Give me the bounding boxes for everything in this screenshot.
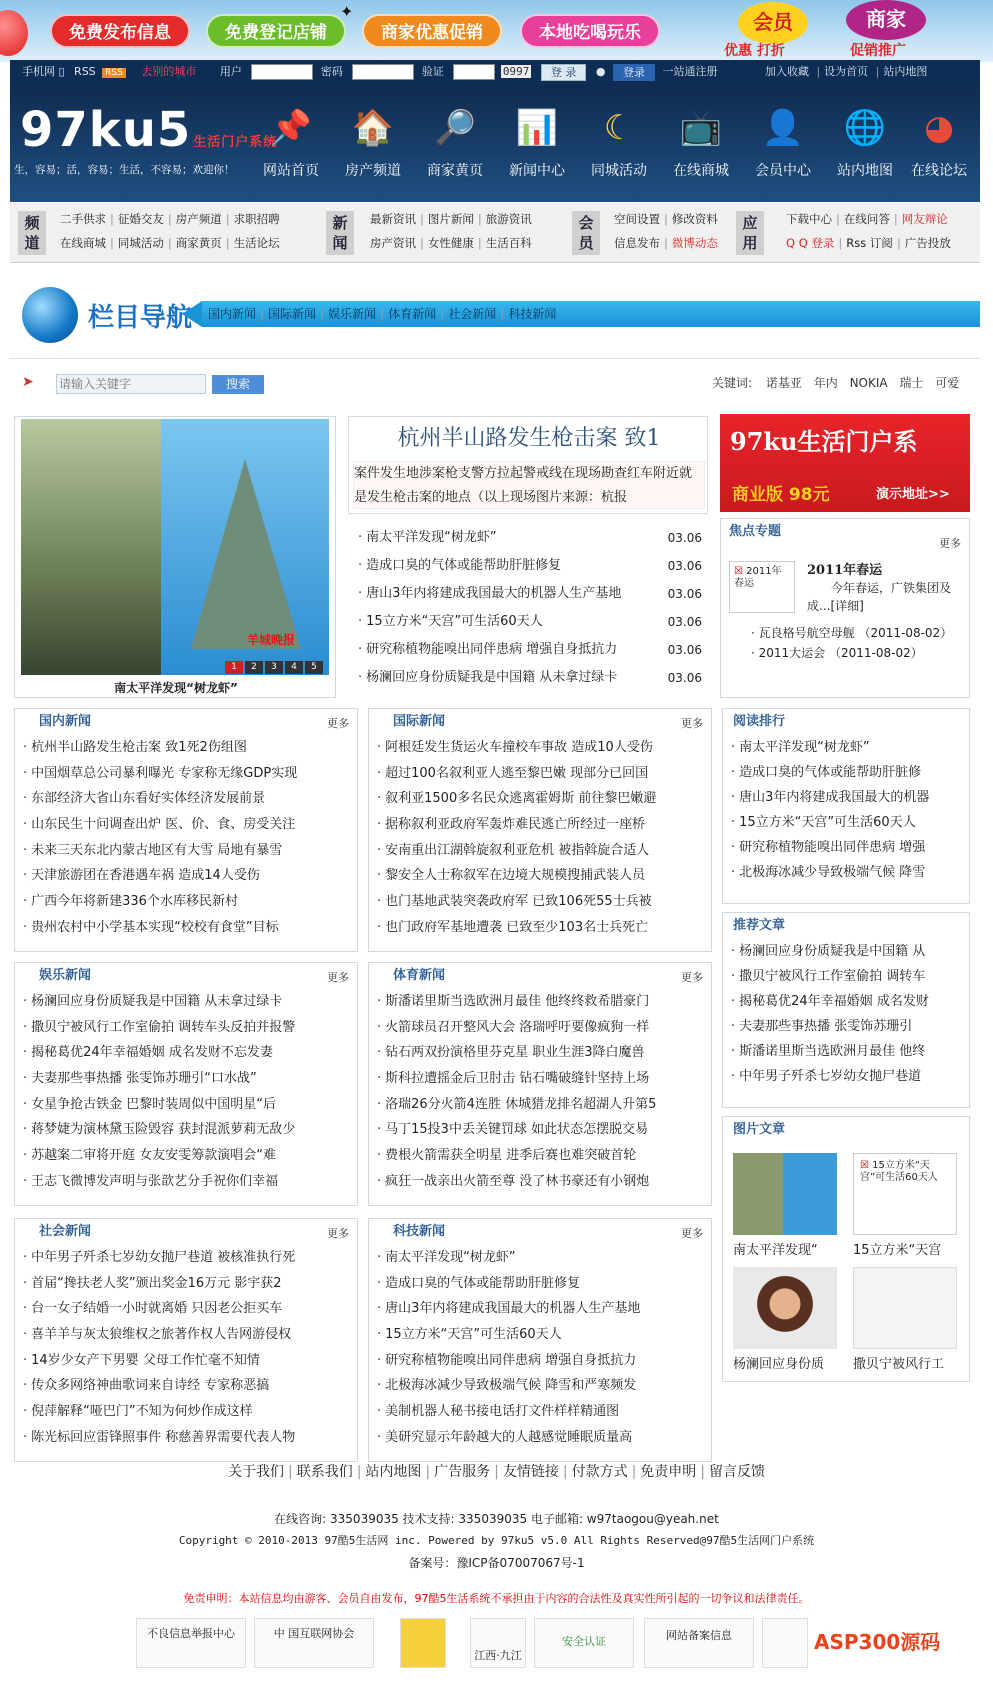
pager-dot[interactable]: 2 (245, 661, 263, 674)
site-logo[interactable] (20, 102, 277, 158)
box-title: 体育新闻 (393, 968, 446, 983)
security-badge[interactable]: 安全认证 (534, 1618, 634, 1668)
pager-dot[interactable]: 1 (225, 661, 243, 674)
section-link[interactable]: 社会新闻 (448, 307, 497, 321)
promo-ad-demo: 演示地址>> (876, 487, 950, 502)
list-item[interactable]: · 美研究显示年龄越大的人越感觉睡眠质量高 (377, 1425, 703, 1451)
captcha-input[interactable] (453, 64, 495, 80)
search-icon: ➤ (22, 374, 34, 390)
sports-news-box (368, 962, 712, 1206)
list-item[interactable]: · 洛瑞26分火箭4连胜 休城猎龙排名超湖人升第5 (377, 1092, 703, 1118)
promo-ad-title: 97ku生活门户系 (730, 427, 918, 456)
ent-news-box (14, 962, 358, 1206)
list-item[interactable] (358, 664, 702, 692)
footer-icp: 备案号：豫ICP备07007067号-1 (408, 1556, 585, 1570)
list-item[interactable]: · 夫妻那些事热播 张雯饰苏珊引“口水战” (23, 1066, 349, 1092)
section-nav-title: 栏目导航 (88, 303, 193, 333)
broken-image-icon: ☒ (860, 1160, 869, 1171)
list-item[interactable]: · 南太平洋发现“树龙虾” (731, 735, 961, 760)
broken-image-alt: 2011年春运 (734, 566, 782, 589)
nav-home[interactable] (250, 102, 332, 180)
app-tag: 应用 (736, 211, 764, 255)
shield-badge[interactable] (400, 1618, 446, 1668)
list-item[interactable]: · 造成口臭的气体或能帮助肝脏修 (731, 760, 961, 785)
news-list (369, 735, 711, 941)
photo-left (21, 419, 161, 675)
member-tag: 会员 (572, 211, 600, 255)
house-icon: 🏠 (351, 108, 395, 148)
nav-shop[interactable] (660, 102, 742, 180)
focus-list (727, 623, 967, 663)
list-item[interactable]: · 中年男子歼杀七岁幼女抛尸巷道 被核准执行死 (23, 1245, 349, 1271)
item-title[interactable]: 南太平洋发现“树龙虾” (366, 530, 497, 545)
list (352, 524, 708, 692)
pic-thumb[interactable] (733, 1153, 837, 1235)
merchant-bubble[interactable]: 商家 (846, 0, 926, 40)
slider-caption[interactable]: 南太平洋发现“树龙虾” (114, 681, 238, 695)
list-item[interactable]: · 研究称植物能嗅出同伴患病 增强 (731, 835, 961, 860)
broken-image[interactable] (729, 561, 795, 613)
list-item[interactable]: · 贵州农村中小学基本实现“校校有食堂”目标 (23, 915, 349, 941)
item-title[interactable]: 唐山3年内将建成我国最大的机器人生产基地 (366, 586, 622, 601)
promo-ad[interactable] (720, 414, 970, 512)
list-item[interactable]: · 传众多网络神曲歌词来自诗经 专家称恶搞 (23, 1373, 349, 1399)
pic-caption[interactable]: 南太平洋发现“ (733, 1243, 818, 1258)
member-bubble[interactable]: 会员 (738, 2, 808, 44)
more-link[interactable]: 更多 (327, 717, 349, 730)
member-links: 空间设置 | 修改资料 信息发布 | 微博动态 (614, 207, 718, 255)
footer-links: 关于我们 | 联系我们 | 站内地图 | 广告服务 | 友情链接 | 付款方式 | 免责申明 | 留言反馈 (227, 1464, 766, 1480)
keywords-label: 关键词: (712, 376, 753, 390)
set-homepage-link[interactable]: 设为首页 (824, 65, 869, 78)
list-item[interactable] (358, 636, 702, 664)
quick-link[interactable]: 空间设置 (614, 212, 660, 226)
quick-link[interactable]: 生活百科 (485, 236, 532, 250)
list-item[interactable]: · 唐山3年内将建成我国最大的机器人生产基地 (377, 1296, 703, 1322)
more-link[interactable]: 更多 (681, 717, 703, 730)
item-date: 03.06 (667, 559, 702, 573)
list-item[interactable]: · 揭秘葛优24年幸福婚姻 成名发财 (731, 989, 961, 1014)
keyword-link[interactable]: 年内 (813, 376, 838, 390)
recommend-box (722, 912, 970, 1108)
quick-link[interactable]: 房产频道 (175, 212, 222, 226)
quick-link[interactable]: 二手供求 (60, 212, 106, 226)
item-title[interactable]: 造成口臭的气体或能帮助肝脏修复 (366, 558, 562, 573)
quick-links (10, 203, 980, 263)
intl-news-box (368, 708, 712, 952)
channel-tag: 频道 (18, 211, 46, 255)
quick-link[interactable]: 生活论坛 (233, 236, 280, 250)
box-title: 图片文章 (733, 1122, 786, 1137)
list-item[interactable]: · 北极海冰减少导致极端气候 降雪 (731, 860, 961, 885)
list-item[interactable]: · 14岁少女产下男婴 父母工作忙毫不知情 (23, 1348, 349, 1374)
list-item[interactable]: · 斯潘诺里斯当选欧洲月最佳 他终 (731, 1039, 961, 1064)
bird-icon: ✦ (340, 2, 354, 21)
list-item[interactable]: · 2011大运会 （2011-08-02） (751, 646, 923, 660)
person-icon: 👤 (761, 108, 805, 148)
pager-dot[interactable]: 5 (305, 661, 323, 674)
nav-events-label: 同城活动 (591, 163, 647, 179)
headline-block (348, 416, 708, 514)
footer-link[interactable]: 友情链接 (502, 1464, 559, 1480)
quick-link[interactable]: 广告投放 (904, 236, 951, 250)
list-item[interactable] (358, 608, 702, 636)
list-item[interactable]: · 也门基地武装突袭政府军 已致106死55士兵被 (377, 889, 703, 915)
box-title: 科技新闻 (393, 1224, 446, 1239)
quick-link[interactable]: Q Q 登录 (786, 236, 835, 250)
section-link[interactable]: 体育新闻 (388, 307, 437, 321)
list-item[interactable]: · 蒋梦婕为演林黛玉险毁容 获封混派萝莉无敌少 (23, 1117, 349, 1143)
footer-link[interactable]: 留言反馈 (709, 1464, 766, 1480)
news-tag: 新闻 (326, 211, 354, 255)
more-link[interactable]: 更多 (327, 1227, 349, 1240)
news-list (15, 989, 357, 1195)
list-item[interactable]: · 也门政府军基地遭袭 已致至少103名士兵死亡 (377, 915, 703, 941)
list-item[interactable]: · 王志飞微博发声明与张歆艺分手祝你们幸福 (23, 1169, 349, 1195)
password-label: 密码 (320, 65, 343, 78)
captcha-image[interactable]: 0997 (502, 65, 530, 78)
section-nav-bar: 国内新闻 | 国际新闻 | 娱乐新闻 | 体育新闻 | 社会新闻 | 科技新闻 (202, 301, 980, 327)
list-item[interactable]: · 钻石两双扮演格里芬克星 职业生涯3降白魔兽 (377, 1040, 703, 1066)
nav-news[interactable] (496, 102, 578, 180)
arrow-left-icon (182, 301, 202, 327)
more-link[interactable]: 更多 (681, 971, 703, 984)
nav-yellowpages[interactable] (414, 102, 496, 180)
box-title: 国内新闻 (39, 714, 92, 729)
quick-link[interactable]: 图片新闻 (427, 212, 474, 226)
news-list (369, 989, 711, 1195)
more-link[interactable]: 更多 (681, 1227, 703, 1240)
promo-ad-price: 商业版 98元 (732, 485, 830, 505)
moon-icon: ☾ (603, 108, 635, 148)
nav-sitemap-label: 站内地图 (837, 163, 893, 179)
box-title: 娱乐新闻 (39, 968, 92, 983)
list-item[interactable]: · 研究称植物能嗅出同伴患病 增强自身抵抗力 (377, 1348, 703, 1374)
quick-link[interactable]: 信息发布 (614, 236, 660, 250)
login-bar: 手机网 ▯ RSS RSS 去别的城市 用户 密码 验证 0997 登 录 ● 登录 一站通注册 加入收藏 | 设为首页 | 站内地图 (10, 60, 980, 84)
register-link[interactable]: 一站通注册 (662, 65, 718, 78)
pic-caption[interactable]: 杨澜回应身份质 (733, 1357, 825, 1372)
asp300-logo[interactable]: ASP300源码 (814, 1630, 941, 1654)
search-button[interactable]: 搜索 (212, 375, 264, 394)
logo-text: 97ku5 (20, 102, 192, 158)
quick-link[interactable]: 女性健康 (427, 236, 474, 250)
free-shop-register-button[interactable]: 免费登记店铺 (206, 14, 346, 48)
list-item[interactable]: · 黎安全人士称叙军在边境大规模搜捕武装人员 (377, 863, 703, 889)
news-list (15, 735, 357, 941)
list-item[interactable]: · 杭州半山路发生枪击案 致1死2伤组图 (23, 735, 349, 761)
island-shape (161, 419, 329, 675)
nav-sitemap[interactable] (824, 102, 906, 180)
site-slogan: 生，容易；活，容易；生活，不容易；欢迎你！ (14, 164, 235, 176)
username-input[interactable] (251, 64, 313, 80)
list-item[interactable]: · 揭秘葛优24年幸福婚姻 成名发财不忘发妻 (23, 1040, 349, 1066)
headline-list (352, 524, 708, 692)
feature-slider[interactable] (14, 416, 336, 698)
nav-house[interactable] (332, 102, 414, 180)
footer-disclaimer: 免责申明：本站信息均由游客、会员自由发布，97酷5生活系统不承担由于内容的合法性及真实性所引起的一切争议和法律责任。 (183, 1592, 810, 1605)
list-item[interactable]: · 安南重出江湖斡旋叙利亚危机 被指斡旋合适人 (377, 838, 703, 864)
social-news-box (14, 1218, 358, 1462)
quick-link[interactable]: 在线问答 (843, 212, 890, 226)
pie-icon: ◕ (924, 108, 954, 148)
merchant-promo-button[interactable]: 商家优惠促销 (362, 14, 502, 48)
footer-link[interactable]: 免责申明 (640, 1464, 697, 1480)
quick-link[interactable]: 下载中心 (786, 212, 832, 226)
pic-caption[interactable]: 撒贝宁被风行工 (853, 1357, 945, 1372)
broken-image-icon: ☒ (734, 566, 743, 577)
focus-item-title[interactable]: 2011年春运 (807, 563, 883, 578)
list-item[interactable]: · 中年男子歼杀七岁幼女抛尸巷道 (731, 1064, 961, 1089)
list-item[interactable]: · 费根火箭需获全明星 进季后赛也难突破首轮 (377, 1143, 703, 1169)
keywords (712, 374, 959, 391)
list-item[interactable]: · 15立方米“天宫”可生活60天人 (377, 1322, 703, 1348)
section-link[interactable]: 科技新闻 (508, 307, 557, 321)
verify-label: 验证 (421, 65, 444, 78)
domestic-news-box (14, 708, 358, 952)
quick-link[interactable]: 旅游资讯 (485, 212, 532, 226)
quick-link[interactable]: 求职招聘 (233, 212, 280, 226)
list-item[interactable]: · 未来三天东北内蒙古地区有大雪 局地有暴雪 (23, 838, 349, 864)
quick-link[interactable]: 征婚交友 (117, 212, 164, 226)
headline-summary: 案件发生地涉案枪支警方拉起警戒线在现场勘查红车附近就是发生枪击案的地点（以上现场图片来源：杭报 (353, 461, 705, 509)
keyword-link[interactable]: NOKIA (849, 376, 888, 390)
footer-link[interactable]: 站内地图 (365, 1464, 422, 1480)
focus-item-text[interactable]: 瓦良格号航空母舰 （2011-08-02） (758, 626, 953, 640)
quick-link[interactable]: 房产资讯 (370, 236, 416, 250)
keyword-link[interactable]: 可爱 (935, 376, 960, 390)
rss-badge[interactable]: RSS (102, 68, 126, 78)
merchant-sub: 促销推广 (850, 43, 906, 59)
item-title[interactable]: 15立方米“天宫”可生活60天人 (366, 614, 543, 629)
tv-icon: 📺 (679, 108, 723, 148)
item-title[interactable]: 杨澜回应身份质疑我是中国籍 从未拿过绿卡 (366, 670, 618, 685)
pager-dot[interactable]: 3 (265, 661, 283, 674)
footer-link[interactable]: 广告服务 (434, 1464, 491, 1480)
local-fun-button[interactable]: 本地吃喝玩乐 (520, 14, 660, 48)
list-item[interactable]: · 撒贝宁被风行工作室偷拍 调转车 (731, 964, 961, 989)
logo-subtitle: 生活门户系统 (193, 135, 278, 150)
list-item[interactable]: · 女星争抢古铁金 巴黎时装周似中国明星“后 (23, 1092, 349, 1118)
nav-forum-label: 在线论坛 (911, 163, 967, 179)
quick-link[interactable]: 商家黄页 (175, 236, 222, 250)
login-button[interactable]: 登 录 (541, 64, 587, 81)
list-item[interactable]: · 唐山3年内将建成我国最大的机器 (731, 785, 961, 810)
list-item[interactable]: · 瓦良格号航空母舰 （2011-08-02） (751, 626, 953, 640)
nav-member-label: 会员中心 (755, 163, 811, 179)
list-item[interactable]: · 夫妻那些事热播 张雯饰苏珊引 (731, 1014, 961, 1039)
sitemap-link[interactable]: 站内地图 (883, 65, 928, 78)
pic-thumb[interactable] (733, 1267, 837, 1349)
list-item[interactable]: · 美制机器人秘书接电话打文件样样精通图 (377, 1399, 703, 1425)
nav-news-label: 新闻中心 (509, 163, 565, 179)
keyword-link[interactable]: 瑞士 (899, 376, 924, 390)
list-item[interactable]: · 超过100名叙利亚人逃至黎巴嫩 现部分已回国 (377, 761, 703, 787)
list-item[interactable]: · 倪萍解释“哑巴门”不知为何炒作成这样 (23, 1399, 349, 1425)
focus-box (720, 518, 970, 698)
police-badge[interactable]: 江西·九江 (470, 1618, 526, 1668)
globe-icon: 🌐 (843, 108, 887, 148)
pager-dot[interactable]: 4 (285, 661, 303, 674)
quick-link[interactable]: 微博动态 (671, 236, 718, 250)
picture-box (722, 1116, 970, 1382)
app-links: 下载中心 | 在线问答 | 网友辩论 Q Q 登录 | Rss 订阅 | 广告投放 (786, 207, 951, 255)
section-link[interactable]: 娱乐新闻 (328, 307, 377, 321)
box-title: 国际新闻 (393, 714, 446, 729)
nav-events[interactable] (578, 102, 660, 180)
nav-forum[interactable] (898, 102, 980, 180)
broken-image[interactable] (853, 1153, 957, 1235)
footer-link[interactable]: 联系我们 (296, 1464, 353, 1480)
list-item[interactable]: · 天津旅游团在香港遇车祸 造成14人受伤 (23, 863, 349, 889)
chart-icon: 📊 (515, 108, 559, 148)
section-link[interactable]: 国际新闻 (268, 307, 317, 321)
focus-item-desc: 今年春运，广铁集团及成...[详细] (807, 581, 952, 613)
nav-yellowpages-label: 商家黄页 (427, 163, 483, 179)
box-title: 阅读排行 (733, 714, 786, 729)
quick-link[interactable]: 修改资料 (671, 212, 718, 226)
list-item[interactable]: · 斯科拉遭摇金后卫肘击 钻石嘴破缝针坚持上场 (377, 1066, 703, 1092)
list-item[interactable]: · 杨澜回应身份质疑我是中国籍 从未拿过绿卡 (23, 989, 349, 1015)
list-item[interactable]: · 广西今年将新建336个水库移民新村 (23, 889, 349, 915)
item-date: 03.06 (667, 531, 702, 545)
mobile-link[interactable]: 手机网 (22, 65, 55, 78)
focus-title: 焦点专题 (729, 524, 782, 539)
list-item[interactable]: · 造成口臭的气体或能帮助肝脏修复 (377, 1271, 703, 1297)
search-row (22, 372, 980, 396)
list-item[interactable]: · 撒贝宁被风行工作室偷拍 调转车头反拍并报警 (23, 1015, 349, 1041)
list-item[interactable]: · 15立方米“天宫”可生活60天人 (731, 810, 961, 835)
emblem-badge[interactable] (762, 1618, 808, 1668)
list-item[interactable] (358, 580, 702, 608)
slider-pager (225, 661, 323, 674)
qq-icon: ● (595, 65, 606, 78)
item-date: 03.06 (667, 643, 702, 657)
pic-thumb[interactable] (853, 1267, 957, 1349)
news-links: 最新资讯 | 图片新闻 | 旅游资讯 房产资讯 | 女性健康 | 生活百科 (370, 207, 532, 255)
footer-link[interactable]: 关于我们 (227, 1464, 284, 1480)
list-item[interactable]: · 东部经济大省山东看好实体经济发展前景 (23, 786, 349, 812)
headline-title[interactable]: 杭州半山路发生枪击案 致1 (397, 426, 661, 451)
item-date: 03.06 (667, 587, 702, 601)
list-item[interactable]: · 南太平洋发现“树龙虾” (377, 1245, 703, 1271)
user-label: 用户 (219, 65, 242, 78)
channel-links: 二手供求 | 征婚交友 | 房产频道 | 求职招聘 在线商城 | 同城活动 | 商家黄页 | 生活论坛 (60, 207, 280, 255)
nav-shop-label: 在线商城 (673, 163, 729, 179)
rank-list (723, 735, 969, 885)
site-record-badge[interactable]: 网站备案信息 (644, 1618, 754, 1668)
nav-member[interactable] (742, 102, 824, 180)
nav-home-label: 网站首页 (263, 163, 319, 179)
member-sub: 优惠 打折 (724, 43, 785, 59)
list-item[interactable]: · 北极海冰减少导致极端气候 降雪和严寒频发 (377, 1373, 703, 1399)
bookmark-link[interactable]: 加入收藏 (764, 65, 809, 78)
footer-contact: 在线咨询: 335039035 技术支持: 335039035 电子邮箱: w97taogou@yeah.net (274, 1512, 719, 1526)
keyword-link[interactable]: 诺基亚 (765, 376, 802, 390)
news-list (369, 1245, 711, 1451)
list-item[interactable]: · 喜羊羊与灰太狼维权之旅著作权人告网游侵权 (23, 1322, 349, 1348)
nav-house-label: 房产频道 (345, 163, 401, 179)
quick-link[interactable]: 网友辩论 (901, 212, 948, 226)
rss-link[interactable]: RSS (74, 65, 96, 78)
free-post-button[interactable]: 免费发布信息 (50, 14, 190, 48)
item-date: 03.06 (667, 671, 702, 685)
pushpin-icon: 📌 (269, 108, 313, 148)
newspaper-watermark: 羊城晚报 (247, 633, 296, 647)
more-link[interactable]: 更多 (327, 971, 349, 984)
box-title: 社会新闻 (39, 1224, 92, 1239)
internet-assoc-badge[interactable]: 中 国互联网协会 (254, 1618, 374, 1668)
phone-icon: ▯ (55, 65, 69, 78)
quick-link[interactable]: Rss 订阅 (846, 236, 893, 250)
tech-news-box (368, 1218, 712, 1462)
list-item[interactable]: · 陈光标回应雷锋照事件 称慈善界需要代表人物 (23, 1425, 349, 1451)
list-item[interactable]: · 疯狂一战亲出火箭至尊 没了林书豪还有小钢炮 (377, 1169, 703, 1195)
broken-image-alt: 15立方米“天宫”可生活60天人 (860, 1160, 938, 1183)
list-item[interactable]: · 火箭球员召开整风大会 洛瑞呼吁要像疯狗一样 (377, 1015, 703, 1041)
list-item[interactable]: · 马丁15投3中丢关键罚球 如此状态怎摆脱交易 (377, 1117, 703, 1143)
quick-link[interactable]: 同城活动 (117, 236, 164, 250)
section-nav (22, 285, 980, 347)
focus-item-text[interactable]: 2011大运会 （2011-08-02） (758, 646, 923, 660)
report-center-badge[interactable]: 不良信息举报中心 (136, 1618, 246, 1668)
site-header (10, 84, 980, 202)
list-item[interactable]: · 首届“搀扶老人奖”颁出奖金16万元 影宇获2 (23, 1271, 349, 1297)
item-date: 03.06 (667, 615, 702, 629)
password-input[interactable] (352, 64, 414, 80)
list-item[interactable]: · 据称叙利亚政府军轰炸难民逃亡所经过一座桥 (377, 812, 703, 838)
section-link[interactable]: 国内新闻 (208, 307, 257, 321)
list-item[interactable] (358, 552, 702, 580)
news-list (15, 1245, 357, 1451)
list-item[interactable]: · 中国烟草总公司暴利曝光 专家称无缘GDP实现 (23, 761, 349, 787)
search-book-icon: 🔎 (433, 108, 477, 148)
change-city-link[interactable]: 去别的城市 (141, 65, 197, 78)
footer-link[interactable]: 付款方式 (571, 1464, 628, 1480)
divider (10, 358, 980, 359)
list-item[interactable]: · 山东民生十问调查出炉 医、价、食、房受关注 (23, 812, 349, 838)
quick-link[interactable]: 最新资讯 (370, 212, 416, 226)
footer-copyright: Copyright © 2010-2013 97酷5生活网 inc. Powered by 97ku5 v5.0 All Rights Reserved@97酷5生活网门户系统 (178, 1534, 815, 1547)
qq-login-button[interactable]: 登录 (613, 64, 655, 81)
list-item[interactable]: · 苏越案二审将开庭 女友安雯筹款演唱会“难 (23, 1143, 349, 1169)
pic-caption[interactable]: 15立方米“天宫 (853, 1243, 942, 1258)
item-title[interactable]: 研究称植物能嗅出同伴患病 增强自身抵抗力 (366, 642, 618, 657)
recommend-list (723, 939, 969, 1089)
search-input[interactable] (56, 374, 206, 394)
list-item[interactable]: · 台一女子结婚一小时就离婚 只因老公拒买车 (23, 1296, 349, 1322)
globe-icon (22, 287, 78, 343)
list-item[interactable] (358, 524, 702, 552)
quick-link[interactable]: 在线商城 (60, 236, 106, 250)
more-link[interactable]: 更多 (939, 537, 961, 550)
list-item[interactable]: · 斯潘诺里斯当选欧洲月最佳 他终终救希腊豪门 (377, 989, 703, 1015)
list-item[interactable]: · 阿根廷发生货运火车撞校车事故 造成10人受伤 (377, 735, 703, 761)
list-item[interactable]: · 杨澜回应身份质疑我是中国籍 从 (731, 939, 961, 964)
box-title: 推荐文章 (733, 918, 786, 933)
rank-box (722, 708, 970, 904)
list-item[interactable]: · 叙利亚1500多名民众逃离霍姆斯 前往黎巴嫩避 (377, 786, 703, 812)
